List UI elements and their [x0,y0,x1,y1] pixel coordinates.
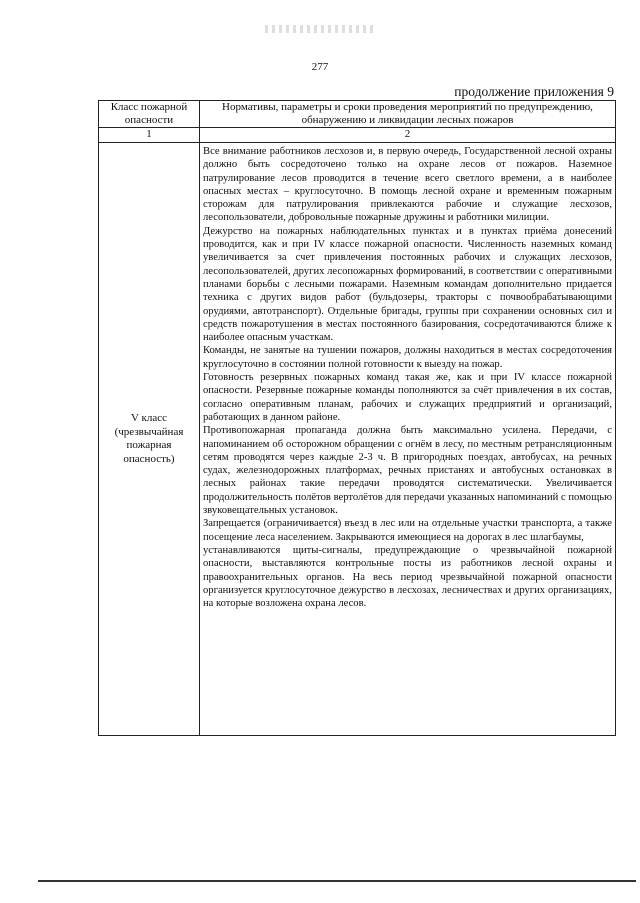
header-fire-class: Класс пожарной опасности [99,101,200,128]
paragraph: Запрещается (ограничивается) въезд в лес или на отдельные участки транспорта, а также посещение леса населением. Закрываются имеющиеся на дорогах в лес шлагбаумы, [203,518,612,543]
header-measures: Нормативы, параметры и сроки проведения мероприятий по предупреждению, обнаружению и ликвидации лесных пожаров [200,101,616,128]
column-number-2: 2 [200,128,616,143]
paragraph: Дежурство на пожарных наблюдательных пунктах и в пунктах приёма донесений проводится, как и при IV классе пожарной опасности. Численность наземных команд увеличивается за счет привлечения постоянных рабочих и служащих лесхозов, лесопользователей, других лесопожарных формирований, в соответствии с оперативными планами борьбы с лесными пожарами. Наземным командам дополнительно придается техника с других видов работ (бульдозеры, тракторы с почвообрабатывающими орудиями, автотранспорт). Отдельные бригады, группы при сохранении основных сил и средств пожаротушения в местах постоянного базирования, сосредотачиваются ближе к наиболее опасным участкам. [203,225,612,344]
scan-artifact [265,25,375,33]
paragraph: Готовность резервных пожарных команд такая же, как и при IV классе пожарной опасности. Резервные пожарные команды пополняются за счёт привлечения в их состав, согласно оперативным планам, рабочих и служащих предприятий и организаций, работающих в данном районе. [203,372,612,423]
fire-class-label: V класс [131,412,167,424]
fire-class-description: опасность) [123,452,175,465]
column-number-row [99,128,616,143]
paragraph: Все внимание работников лесхозов и, в первую очередь, Государственной лесной охраны должно быть сосредоточено только на охране лесов от пожаров. Наземное патрулирование лесов проводится в течение всего светлого времени, а в наиболее опасных местах – круглосуточно. В помощь лесной охране и временным пожарным сторожам для патрулирования привлекаются рабочие и служащие лесхозов, лесопользователи, добровольные пожарные дружины и работники милиции. [203,146,612,224]
fire-class-description: (чрезвычайная [114,425,184,438]
measures-cell [200,143,616,736]
fire-class-description: пожарная [126,439,172,451]
fire-measures-table [98,100,616,736]
paragraph: Противопожарная пропаганда должна быть максимально усилена. Передачи, с напоминанием об осторожном обращении с огнём в лесу, по местным ретрансляционным сетям проводятся через каждые 2-3 ч. В пригородных поездах, автобусах, на речных судах, железнодорожных платформах, речных пристанях и автобусных остановках в лесных районах такие передачи проводятся систематически. Увеличивается продолжительность полётов вертолётов для передачи указанных напоминаний с помощью звуковещательных установок. [203,425,612,517]
paragraph: устанавливаются щиты-сигналы, предупреждающие о чрезвычайной пожарной опасности, выставляются контрольные посты из работников лесной охраны и правоохранительных органов. На весь период чрезвычайной пожарной опасности организуется круглосуточное дежурство в лесхозах, лесничествах и других организациях, на которые возложена охрана лесов. [203,544,612,610]
page-number: 277 [311,61,329,73]
column-number-1: 1 [99,128,200,143]
paragraph: Команды, не занятые на тушении пожаров, должны находиться в местах сосредоточения круглосуточно в состоянии полной готовности к выезду на пожар. [203,345,612,370]
table-row [99,143,616,736]
continuation-caption: продолжение приложения 9 [454,84,614,99]
table-header-row [99,101,616,128]
fire-class-cell [99,143,200,736]
bottom-rule [38,880,636,882]
